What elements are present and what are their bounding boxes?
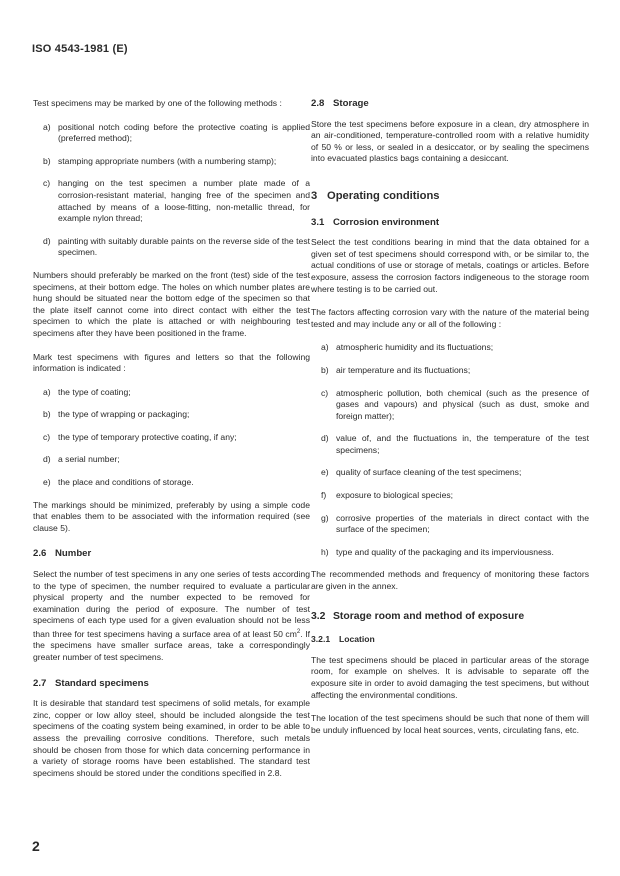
mark-paragraph: Mark test specimens with figures and letters so that the following information is indicated : bbox=[33, 351, 310, 374]
list-item: f) exposure to biological species; bbox=[321, 490, 454, 501]
list-item: d) value of, and the fluctuations in, the temperature of the test specimens; bbox=[321, 433, 589, 455]
section-2-7-text: It is desirable that standard test specimens of solid metals, for example zinc, copper or low alloy steel, should be included alongside the test specimens of the coating system being examined, in order to be able to assess the prevailing corrosive conditions. Therefore, such metals should be chosen from those for which data concerning performance in a variety of storage rooms have been established. The standard test specimens should be stored under the conditions specified in 2.8. bbox=[33, 698, 310, 778]
list-item: h) type and quality of the packaging and its imperviousness. bbox=[321, 546, 554, 557]
list-item: a) the type of coating; bbox=[43, 386, 131, 397]
section-3-1-para2: The factors affecting corrosion vary with the nature of the material being tested and may include any or all of the following : bbox=[311, 307, 589, 329]
marking-methods-list bbox=[33, 122, 310, 259]
list-item: b) stamping appropriate numbers (with a numbering stamp); bbox=[43, 155, 277, 166]
list-item: c) the type of temporary protective coating, if any; bbox=[43, 431, 237, 442]
list-item: c) atmospheric pollution, both chemical (such as the presence of gases and vapours) and physical (such as dust, smoke and foreign matter); bbox=[321, 387, 589, 421]
numbers-paragraph: Numbers should preferably be marked on the front (test) side of the test specimens, at their bottom edge. The holes on which number plates are hung should be situated near the bottom edge of the specimen so that the plate itself cannot come into direct contact with either the test specimen to which the plate is attached or with neighbouring test specimens after they have been positioned in the frame. bbox=[33, 269, 310, 338]
list-item: d) painting with suitably durable paints on the reverse side of the test specimen. bbox=[43, 235, 310, 258]
right-column bbox=[311, 98, 589, 748]
page-number: 2 bbox=[32, 838, 40, 854]
markings-paragraph: The markings should be minimized, preferably by using a simple code that enables them to be associated with the information required (see clause 5). bbox=[33, 499, 310, 533]
list-item: e) quality of surface cleaning of the test specimens; bbox=[321, 467, 522, 478]
section-3-2-1-para1: The test specimens should be placed in particular areas of the storage room, for example on shelves. It is advisable to separate off the exposure site in order to avoid damaging the test specimens, but without affecting the environmental conditions. bbox=[311, 654, 589, 700]
document-header: ISO 4543-1981 (E) bbox=[32, 43, 128, 55]
section-3-1-para1: Select the test conditions bearing in mind that the data obtained for a given set of test specimens should correspond with, or be similar to, the actual conditions of use or storage of metals, coatings or articles. Before exposure, assess the corrosion factors indigeneous to the storage room where testing is to be carried out. bbox=[311, 237, 589, 294]
section-3-2-1-para2: The location of the test specimens should be such that none of them will be unduly influenced by local heat sources, vents, circulating fans, etc. bbox=[311, 713, 589, 735]
section-heading-3: 3 Operating conditions bbox=[311, 189, 440, 202]
section-3-1-para3: The recommended methods and frequency of monitoring these factors are given in the annex. bbox=[311, 569, 589, 592]
section-heading-3-1: 3.1 Corrosion environment bbox=[311, 216, 440, 228]
section-2-8-text: Store the test specimens before exposure in a clean, dry atmosphere in an air-conditioned, temperature-controlled room with a relative humidity of 50 % or less, or sealed in a desiccator, or by sealing the specimens into evacuated plastics bags containing a desiccant. bbox=[311, 118, 589, 164]
section-heading-3-2-1: 3.2.1 Location bbox=[311, 634, 375, 645]
section-heading-3-2: 3.2 Storage room and method of exposure bbox=[311, 610, 525, 622]
marking-intro: Test specimens may be marked by one of the following methods : bbox=[33, 98, 282, 108]
section-heading-2-8: 2.8 Storage bbox=[311, 98, 369, 109]
list-item: c) hanging on the test specimen a number plate made of a corrosion-resistant material, hanging free of the specimen and attached by means of a loose-fitting, non-metallic thread, for example nylon thread; bbox=[43, 178, 310, 224]
info-list bbox=[33, 387, 310, 489]
list-item: e) the place and conditions of storage. bbox=[43, 477, 194, 488]
section-2-6-text: Select the number of test specimens in any one series of tests according to the type of specimen, the number required to evaluate a particular physical property and the number expected to be removed for examination during the period of exposure. The number of test specimens of each type used for a given evaluation should not be less than three for test specimens having a surface area of at least 50 $cm^2$. If the specimens have smaller surface areas, take a correspondingly greater number of test specimens. bbox=[33, 569, 311, 663]
section-heading-2-6: 2.6 Number bbox=[33, 548, 92, 560]
list-item: b) air temperature and its fluctuations; bbox=[321, 364, 471, 375]
list-item: g) corrosive properties of the materials in direct contact with the surface of the specimen; bbox=[321, 512, 589, 535]
section-heading-2-7: 2.7 Standard specimens bbox=[33, 677, 149, 689]
list-item: d) a serial number; bbox=[43, 454, 120, 465]
factors-list bbox=[311, 342, 589, 558]
list-item: a) positional notch coding before the protective coating is applied (preferred method); bbox=[43, 121, 310, 144]
left-column bbox=[33, 98, 310, 791]
list-item: b) the type of wrapping or packaging; bbox=[43, 409, 190, 420]
list-item: a) atmospheric humidity and its fluctuations; bbox=[321, 342, 494, 353]
